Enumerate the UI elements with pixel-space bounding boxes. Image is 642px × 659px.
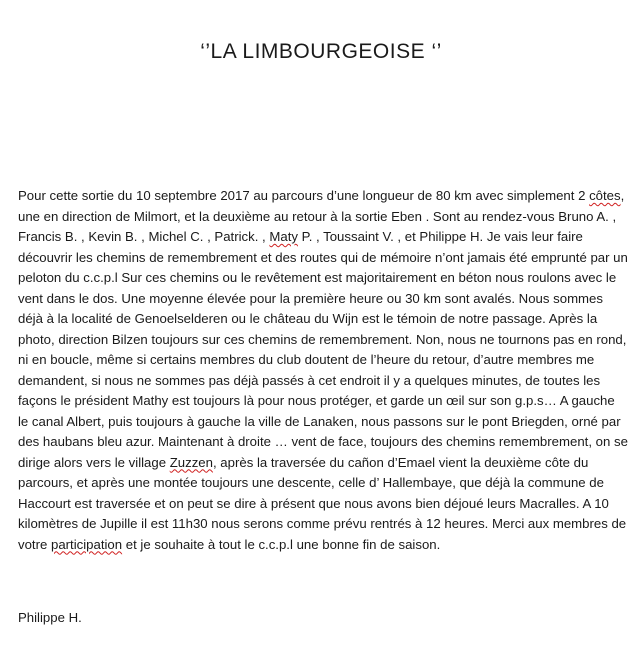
spellcheck-word: Zuzzen xyxy=(169,454,213,470)
spellcheck-word: participation xyxy=(50,536,123,552)
spellcheck-word: Maty xyxy=(269,229,298,244)
text-run: et je souhaite à tout le c.c.p.l une bonne fin de saison. xyxy=(122,536,441,552)
document-title: ‘’LA LIMBOURGEOISE ‘’ xyxy=(200,40,442,63)
text-run: P. , Toussaint V. , et Philippe H. Je vais leur faire découvrir les chemins de remembrement et des routes qui de mémoire n’ont jamais été emprunté par un peloton du c.c.p.l Sur ces chemins ou le revêtement est majoritairement en béton nous roulons avec le vent dans le dos. Une moyenne élevée pour la première heure ou 30 km sont avalés. Nous sommes déjà à la localité de Genoelselderen ou le château du Wijn est le témoin de notre passage. Après la photo, direction Bilzen toujours sur ces chemins de remembrement. Non, nous ne tournons pas en rond, ni en boucle, même si certains membres du club doutent de l’heure du retour, d’autre membres me demandent, si nous ne sommes pas déjà passés à cet endroit il y a quelques minutes, de toutes les façons le président Mathy est toujours là pour nous protéger, et garde un œil sur son g.p.s… A gauche le canal Albert, puis toujours à gauche la ville de Lanaken, nous passons sur le pont Briegden, orné par des haubans bleu azur. Maintenant à droite … vent de face, toujours des chemins remembrement, on se dirige alors vers le village xyxy=(18,229,628,470)
spellcheck-word: côtes xyxy=(589,188,621,203)
body-paragraph xyxy=(18,186,628,555)
text-run: , une en direction de Milmort, et la deuxième au retour à la sortie Eben . Sont au rendez-vous Bruno A. , Francis B. , Kevin B. , Michel C. , Patrick. , xyxy=(18,188,625,244)
signature: Philippe H. xyxy=(18,610,82,625)
text-run: Pour cette sortie du 10 septembre 2017 au parcours d’une longueur de 80 km avec simplement 2 xyxy=(18,188,590,203)
text-run: , après la traversée du cañon d’Emael vient la deuxième côte du parcours, et après une montée toujours une descente, celle d’ Hallembaye, que déjà la commune de Haccourt est traversée et on peut se dire à présent que nous avons bien déjoué leurs Macralles. A 10 kilomètres de Jupille il est 11h30 nous serons comme prévu rentrés à 12 heures. Merci aux membres de votre xyxy=(18,454,627,552)
